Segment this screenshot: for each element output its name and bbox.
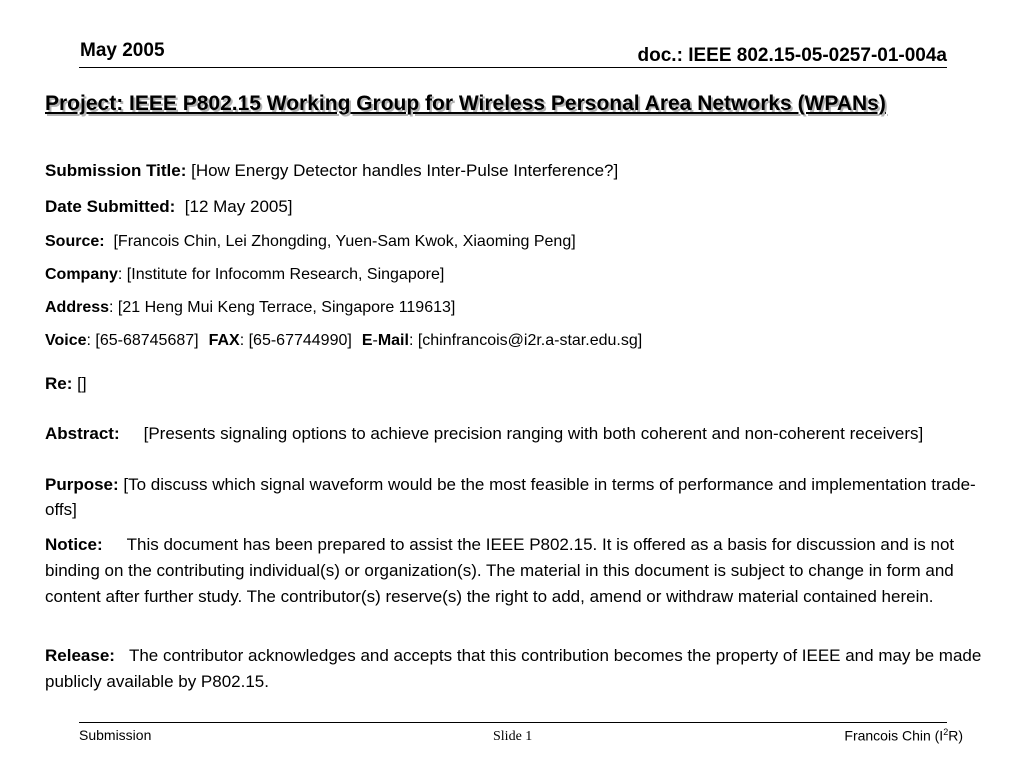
submission-title-label: Submission Title: <box>45 161 187 180</box>
release-label: Release: <box>45 646 115 665</box>
footer-submission: Submission <box>79 727 152 743</box>
footer-divider <box>79 722 947 723</box>
date-submitted-value: [12 May 2005] <box>175 197 293 216</box>
project-title: Project: IEEE P802.15 Working Group for Wireless Personal Area Networks (WPANs) <box>45 92 886 115</box>
notice-label: Notice: <box>45 535 103 554</box>
company-value: : [Institute for Infocomm Research, Singapore] <box>117 266 445 283</box>
purpose-label: Purpose: <box>45 475 119 494</box>
company-label: Company <box>45 266 118 283</box>
re-label: Re: <box>45 374 73 393</box>
header-date: May 2005 <box>80 40 165 61</box>
release-paragraph <box>45 643 995 695</box>
re-line <box>45 372 1005 396</box>
address-line <box>45 296 1005 320</box>
address-label: Address <box>45 299 110 316</box>
notice-paragraph <box>45 532 995 610</box>
purpose-value: [To discuss which signal waveform would be the most feasible in terms of performance and implementation trade-offs] <box>45 475 976 519</box>
date-submitted-line <box>45 195 1005 219</box>
header-doc-id: doc.: IEEE 802.15-05-0257-01-004a <box>637 45 947 66</box>
footer-slide-number: Slide 1 <box>493 729 533 744</box>
re-value: [] <box>72 374 87 393</box>
source-line <box>45 230 1005 254</box>
fax-value: : [65-67744990] <box>239 332 352 349</box>
email-value: : [chinfrancois@i2r.a-star.edu.sg] <box>408 332 643 349</box>
date-submitted-label: Date Submitted: <box>45 197 176 216</box>
submission-title-value: [How Energy Detector handles Inter-Pulse Interference?] <box>186 161 619 180</box>
abstract-label: Abstract: <box>45 424 120 443</box>
notice-value: This document has been prepared to assist the IEEE P802.15. It is offered as a basis for discussion and is not binding on the contributing individual(s) or organization(s). The material in this document is subject to change in form and content after further study. The contributor(s) reserve(s) the right to add, amend or withdraw material contained herein. <box>45 535 955 606</box>
abstract-paragraph <box>45 421 1005 446</box>
header-divider <box>79 67 947 68</box>
footer-author <box>844 727 963 744</box>
footer-author-end: R) <box>948 727 963 744</box>
company-line <box>45 263 1005 287</box>
abstract-value: [Presents signaling options to achieve precision ranging with both coherent and non-coherent receivers] <box>143 424 924 443</box>
release-value: The contributor acknowledges and accepts that this contribution becomes the property of IEEE and may be made publicly available by P802.15. <box>45 646 982 691</box>
source-value: [Francois Chin, Lei Zhongding, Yuen-Sam Kwok, Xiaoming Peng] <box>104 233 576 250</box>
contact-line: Voice: [65-68745687] FAX: [65-67744990] E-Mail: [chinfrancois@i2r.a-star.edu.sg] <box>45 332 643 349</box>
purpose-paragraph <box>45 472 1005 522</box>
fax-label: FAX <box>208 332 240 349</box>
source-label: Source: <box>45 233 105 250</box>
email-label-mail: Mail <box>377 332 409 349</box>
voice-label: Voice <box>45 332 87 349</box>
footer-author-name: Francois Chin (I <box>844 727 944 744</box>
voice-value: : [65-68745687] <box>86 332 199 349</box>
email-label-e: E <box>361 332 373 349</box>
submission-title-line <box>45 159 1005 183</box>
footer-author-sup: 2 <box>943 727 949 737</box>
address-value: : [21 Heng Mui Keng Terrace, Singapore 119613] <box>109 299 456 316</box>
